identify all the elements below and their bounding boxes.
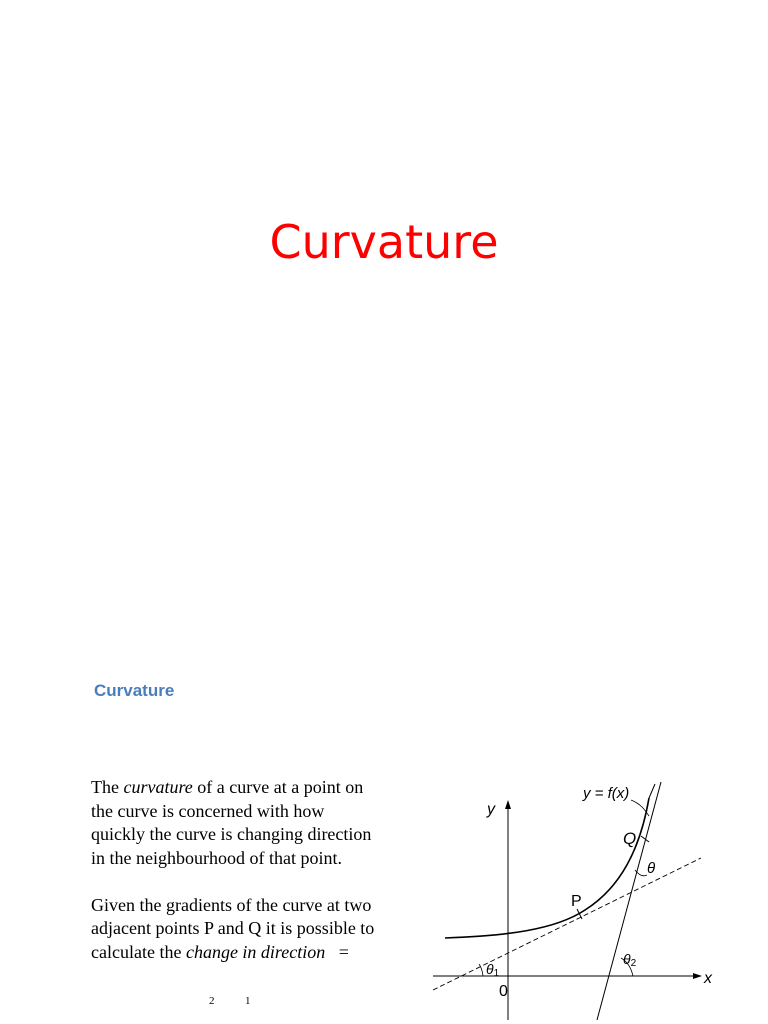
x-axis-arrow [693,973,702,979]
angle-theta1-arc [479,964,483,976]
subscript-1: 1 [245,995,251,1007]
point-q-label: Q [623,829,637,848]
point-p-label: P [571,893,582,910]
y-axis-arrow [505,800,511,809]
paragraph-text: of a curve at a point on the curve is concerned with how quickly the curve is changing direction in the neighbourhood of that point. [91,777,372,868]
y-axis-label: y [487,801,495,818]
curve-label: y = f(x) [583,785,630,802]
angle-theta2-label: θ2 [623,951,637,969]
angle-theta-label: θ [647,860,656,877]
curve-f-of-x [445,798,649,938]
emphasis-change-in-direction: change in direction [185,941,326,962]
paragraph-curvature-definition [91,776,381,870]
angle-theta1-label: θ1 [486,961,500,979]
body-text [91,776,381,988]
x-axis-label: x [704,970,712,987]
tangent-at-p [433,858,701,990]
content-slide [0,640,768,1024]
equals-sign: = [325,941,349,962]
paragraph-text: The [91,777,124,797]
origin-label: 0 [499,983,508,1000]
curvature-diagram [425,770,725,1024]
subscript-2: 2 [209,995,215,1007]
curve-extension [649,784,655,798]
tangent-at-q [597,782,661,1020]
paragraph-gradients [91,894,381,965]
section-heading: Curvature [94,681,175,700]
paragraph-text: Given the gradients of the curve at two adjacent points P and Q it is possible to calculate the [91,894,375,962]
slide-title: Curvature [269,215,499,269]
emphasis-curvature: curvature [123,777,193,797]
